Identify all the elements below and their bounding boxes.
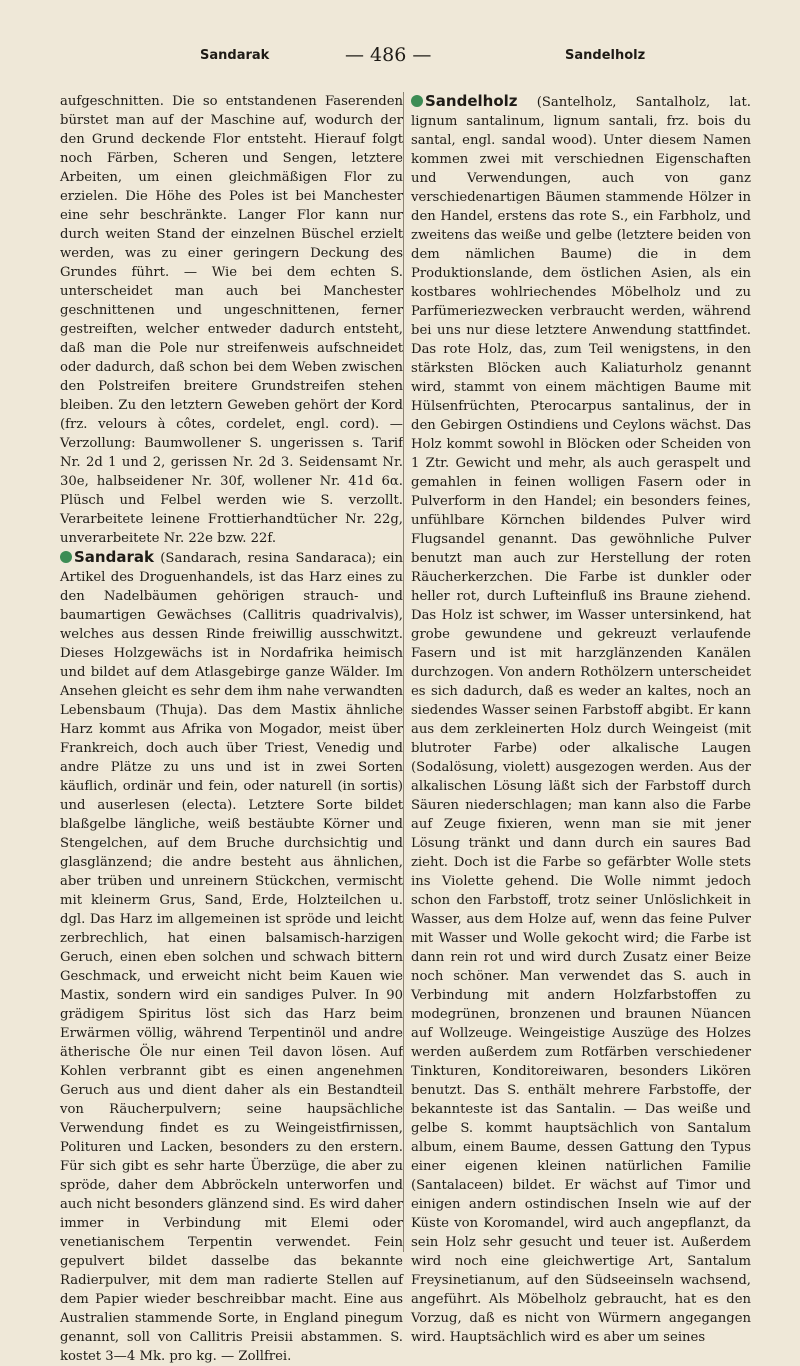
column-divider — [403, 92, 404, 1252]
continuation-paragraph: aufgeschnitten. Die so entstandenen Faserenden bürstet man auf der Maschine auf, wodurch der den Grund deckende Flor entsteht. Hierauf folgt noch Färben, Scheren und Sengen, letztere Arbeiten, um einen gleichmäßigen Flor zu erzielen. Die Höhe des Poles ist bei Manchester eine sehr beschränkte. Langer Flor kann nur durch weiten Stand der einzelnen Büschel erzielt werden, was zu einer geringern Deckung des Grundes führt. — Wie bei dem echten S. unterscheidet man auch bei Manchester geschnittenen und ungeschnittenen, ferner gestreiften, welcher entweder dadurch entsteht, daß man die Pole nur streifenweis aufschneidet oder dadurch, daß schon bei dem Weben zwischen den Polstreifen breitere Grundstreifen stehen bleiben. Zu den letztern Geweben gehört der Kord (frz. velours à côtes, cordelet, engl. cord). — Verzollung: Baumwollener S. ungerissen s. Tarif Nr. 2d 1 und 2, gerissen Nr. 2d 3. Seidensamt Nr. 30e, halbseidener Nr. 30f, wollener Nr. 41d 6α. Plüsch und Felbel werden wie S. verzollt. Verarbeitete leinene Frottierhandtücher Nr. 22g, unverarbeitete Nr. 22e bzw. 22f. — [60, 94, 403, 546]
entry-marker-icon — [411, 95, 423, 107]
right-column — [411, 92, 751, 1345]
header-left-word: Sandarak — [200, 48, 270, 63]
entry-sandarak — [60, 548, 403, 1366]
entry-sandelholz — [411, 92, 751, 1347]
page-header — [60, 44, 740, 74]
left-column — [60, 92, 403, 1364]
entry-headword: Sandelholz — [425, 92, 518, 110]
entry-marker-icon — [60, 551, 72, 563]
entry-text: (Santelholz, Santalholz, lat. lignum santalinum, lignum santali, frz. bois du santal, engl. sandal wood). Unter diesem Namen kommen zwei mit verschiednen Eigenschaften und Verwendungen, auch von ganz verschiedenartigen Bäumen stammende Hölzer in den Handel, erstens das rote S., ein Farbholz, und zweitens das weiße und gelbe (letztere beiden von dem nämlichen Baume) die in dem Produktionslande, dem östlichen Asien, als ein kostbares wohlriechendes Möbelholz und zu Parfümeriezwecken verbraucht werden, während bei uns nur diese letztere Anwendung stattfindet. Das rote Holz, das, zum Teil wenigstens, in den stärksten Blöcken auch Kaliaturholz genannt wird, stammt von einem mächtigen Baume mit Hülsenfrüchten, Pterocarpus santalinus, der in den Gebirgen Ostindiens und Ceylons wächst. Das Holz kommt sowohl in Blöcken oder Scheiden von 1 Ztr. Gewicht und mehr, als auch geraspelt und gemahlen in feinen wolligen Fasern oder in Pulverform in den Handel; ein besonders feines, unfühlbare Körnchen bildendes Pulver wird Flugsandel genannt. Das gewöhnliche Pulver benutzt man auch zur Herstellung der roten Räucherkerzchen. Die Farbe ist dunkler oder heller rot, durch Lufteinfluß ins Braune ziehend. Das Holz ist schwer, im Wasser untersinkend, hat grobe gewundene und gekreuzt verlaufende Fasern und ist mit harzglänzenden Kanälen durchzogen. Von andern Rothölzern unterscheidet es sich dadurch, daß es weder an kaltes, noch an siedendes Wasser seinen Farbstoff abgibt. Er kann aus dem zerkleinerten Holz durch Weingeist (mit blutroter Farbe) oder alkalische Laugen (Sodalösung, violett) ausgezogen werden. Aus der alkalischen Lösung läßt sich der Farbstoff durch Säuren niederschlagen; man kann also die Farbe auf Zeuge fixieren, wenn man sie mit jener Lösung tränkt und dann durch ein saures Bad zieht. Doch ist die Farbe so gefärbter Wolle stets ins Violette gehend. Die Wolle nimmt jedoch schon den Farbstoff, trotz seiner Unlöslichkeit in Wasser, aus dem Holze auf, wenn das feine Pulver mit Wasser und Wolle gekocht wird; die Farbe ist dann rein rot und wird durch Zusatz einer Beize noch schöner. Man verwendet das S. auch in Verbindung mit andern Holzfarbstoffen zu modegrünen, bronzenen und braunen Nüancen auf Wollzeuge. Weingeistige Auszüge des Holzes werden außerdem zum Rotfärben verschiedener Tinkturen, Konditoreiwaren, besonders Likören benutzt. Das S. enthält mehrere Farbstoffe, der bekannteste ist das Santalin. — Das weiße und gelbe S. kommt hauptsächlich von Santalum album, einem Baume, dessen Gattung den Typus einer eigenen kleinen natürlichen Familie (Santalaceen) bildet. Er wächst auf Timor und einigen andern ostindischen Inseln wie auf der Küste von Koromandel, wird auch angepflanzt, da sein Holz sehr gesucht und teuer ist. Außerdem wird noch eine gleichwertige Art, Santalum Freysinetianum, auf den Südseeinseln wachsend, angeführt. Als Möbelholz gebraucht, hat es den Vorzug, daß es nicht von Würmern angegangen wird. Hauptsächlich wird es aber um seines — [411, 95, 751, 1345]
entry-headword: Sandarak — [74, 548, 154, 566]
header-right-word: Sandelholz — [565, 48, 646, 63]
entry-text: (Sandarach, resina Sandaraca); ein Artikel des Droguenhandels, ist das Harz eines zu den Nadelbäumen gehörigen strauch- und baumartigen Gewächses (Callitris quadrivalvis), welches aus dessen Rinde freiwillig ausschwitzt. Dieses Holzgewächs ist in Nordafrika heimisch und bildet auf dem Atlasgebirge ganze Wälder. Im Ansehen gleicht es sehr dem ihm nahe verwandten Lebensbaum (Thuja). Das dem Mastix ähnliche Harz kommt aus Afrika von Mogador, meist über Frankreich, doch auch über Triest, Venedig und andre Plätze zu uns und ist in zwei Sorten käuflich, ordinär und fein, oder naturell (in sortis) und auserlesen (electa). Letztere Sorte bildet blaßgelbe längliche, weiß bestäubte Körner und Stengelchen, auf dem Bruche durchsichtig und glasglänzend; die andre besteht aus ähnlichen, aber trüben und unreinern Stückchen, vermischt mit kleinerm Grus, Sand, Erde, Holzteilchen u. dgl. Das Harz im allgemeinen ist spröde und leicht zerbrechlich, hat einen balsamisch-harzigen Geruch, einen eben solchen und schwach bittern Geschmack, und erweicht nicht beim Kauen wie Mastix, sondern wird ein sandiges Pulver. In 90 grädigem Spiritus löst sich das Harz beim Erwärmen völlig, während Terpentinöl und andre ätherische Öle nur einen Teil davon lösen. Auf Kohlen verbrannt gibt es einen angenehmen Geruch aus und dient daher als ein Bestandteil von Räucherpulvern; seine haupsächliche Verwendung findet es zu Weingeistfirnissen, Polituren und Lacken, besonders zu den erstern. Für sich gibt es sehr harte Überzüge, die aber zu spröde, daher dem Abbröckeln unterworfen und auch nicht besonders glänzend sind. Es wird daher immer in Verbindung mit Elemi oder venetianischem Terpentin verwendet. Fein gepulvert bildet dasselbe das bekannte Radierpulver, mit dem man radierte Stellen auf dem Papier wieder beschreibbar macht. Eine aus Australien stammende Sorte, in England pinegum genannt, soll von Callitris Preisii abstammen. S. kostet 3—4 Mk. pro kg. — Zollfrei. — [60, 551, 403, 1364]
page-number: — 486 — — [345, 44, 432, 66]
